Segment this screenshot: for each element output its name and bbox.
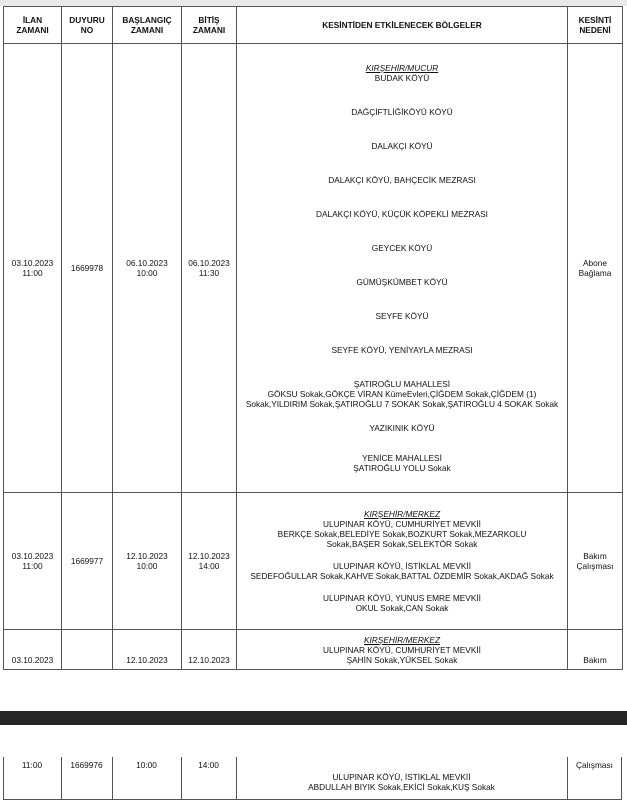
table-row [4,493,623,630]
region-item: ULUPINAR KÖYÜ, CUMHURİYET MEVKİİ [323,644,481,655]
regions-cell [237,630,568,670]
region-item: ULUPINAR KÖYÜ, CUMHURİYET MEVKİİ [323,519,481,529]
region-item: YAZIKINIK KÖYÜ [369,423,435,433]
region-item: ULUPINAR KÖYÜ, İSTİKLAL MEVKİİ [332,772,471,782]
header-duyuru-no: DUYURU NO [62,7,113,44]
continuation-row [3,757,622,799]
table-header-row [4,7,623,44]
region-item: GÜMÜŞKÜMBET KÖYÜ [356,277,448,287]
duyuru-no-cell: 1669977 [62,493,113,630]
city-district: KIRŞEHİR/MERKEZ [363,509,441,519]
ilan-zamani-cell: 03.10.2023 11:00 [4,493,62,630]
ilan-zamani-cell: 03.10.2023 [4,630,62,670]
region-item: SEYFE KÖYÜ, YENİYAYLA MEZRASI [331,345,473,355]
region-item: DAĞÇİFTLİĞİKÖYÜ KÖYÜ [351,107,453,117]
street-list: ŞAHİN Sokak,YÜKSEL Sokak [346,654,458,665]
regions-cell [236,772,567,792]
table-row [4,630,623,670]
duyuru-no-cell: 1669978 [62,44,113,493]
duyuru-no-cell [62,630,113,670]
header-baslangic-zamani: BAŞLANGIÇ ZAMANI [113,7,182,44]
street-list: BERKÇE Sokak,BELEDİYE Sokak,BOZKURT Sokak,MEZARKOLU Sokak,BAŞER Sokak,SELEKTÖR Sokak [277,529,527,549]
baslangic-cell: 12.10.2023 [113,630,182,670]
baslangic-cell: 10:00 [136,760,157,770]
region-item: BUDAK KÖYÜ [374,73,430,83]
regions-cell [237,44,568,493]
header-bolgeler: KESİNTİDEN ETKİLENECEK BÖLGELER [237,7,568,44]
region-item: SEYFE KÖYÜ [375,311,429,321]
page-break-band [0,711,627,725]
region-item: ULUPINAR KÖYÜ, YUNUS EMRE MEVKİİ [323,593,481,603]
region-item: GEYCEK KÖYÜ [371,243,433,253]
street-list: OKUL Sokak,CAN Sokak [355,603,449,613]
region-item: YENİCE MAHALLESİ [362,453,442,463]
region-item: DALAKÇI KÖYÜ [371,141,433,151]
region-item: DALAKÇI KÖYÜ, BAHÇECİK MEZRASI [328,175,476,185]
outage-table [3,6,623,670]
baslangic-cell: 12.10.2023 10:00 [113,493,182,630]
bitis-cell: 14:00 [198,760,219,770]
kesinti-nedeni-cell: Çalışması [576,760,613,770]
header-ilan-zamani: İLAN ZAMANI [4,7,62,44]
bitis-cell: 12.10.2023 [182,630,237,670]
duyuru-no-cell: 1669976 [70,760,103,770]
region-item: ULUPINAR KÖYÜ, İSTİKLAL MEVKİİ [332,561,471,571]
street-list: ŞATIROĞLU YOLU Sokak [353,463,451,473]
city-district: KIRŞEHİR/MERKEZ [363,634,441,645]
street-list: GÖKSU Sokak,GÖKÇE VİRAN KümeEvleri,ÇİĞDEM Sokak,ÇİĞDEM (1) Sokak,YILDIRIM Sokak,ŞATIROĞLU 7 SOKAK Sokak,ŞATIROĞLU 4 SOKAK Sokak [245,389,559,409]
street-list: SEDEFOĞULLAR Sokak,KAHVE Sokak,BATTAL ÖZDEMİR Sokak,AKDAĞ Sokak [250,571,554,581]
region-item: DALAKÇI KÖYÜ, KÜÇÜK KÖPEKLİ MEZRASI [316,209,488,219]
kesinti-nedeni-cell: Bakım [568,630,623,670]
baslangic-cell: 06.10.2023 10:00 [113,44,182,493]
kesinti-nedeni-cell: Abone Bağlama [568,44,623,493]
header-kesinti-nedeni: KESİNTİ NEDENİ [568,7,623,44]
kesinti-nedeni-cell: Bakım Çalışması [568,493,623,630]
city-district: KIRŞEHİR/MUCUR [365,63,439,73]
ilan-zamani-cell: 11:00 [21,760,43,770]
bitis-cell: 12.10.2023 14:00 [182,493,237,630]
table-row [4,44,623,493]
header-bitis-zamani: BİTİŞ ZAMANI [182,7,237,44]
street-list: ABDULLAH BIYIK Sokak,EKİCİ Sokak,KUŞ Sokak [308,782,495,792]
regions-cell [237,493,568,630]
bitis-cell: 06.10.2023 11:30 [182,44,237,493]
ilan-zamani-cell: 03.10.2023 11:00 [4,44,62,493]
region-item: ŞATIROĞLU MAHALLESİ [353,379,451,389]
